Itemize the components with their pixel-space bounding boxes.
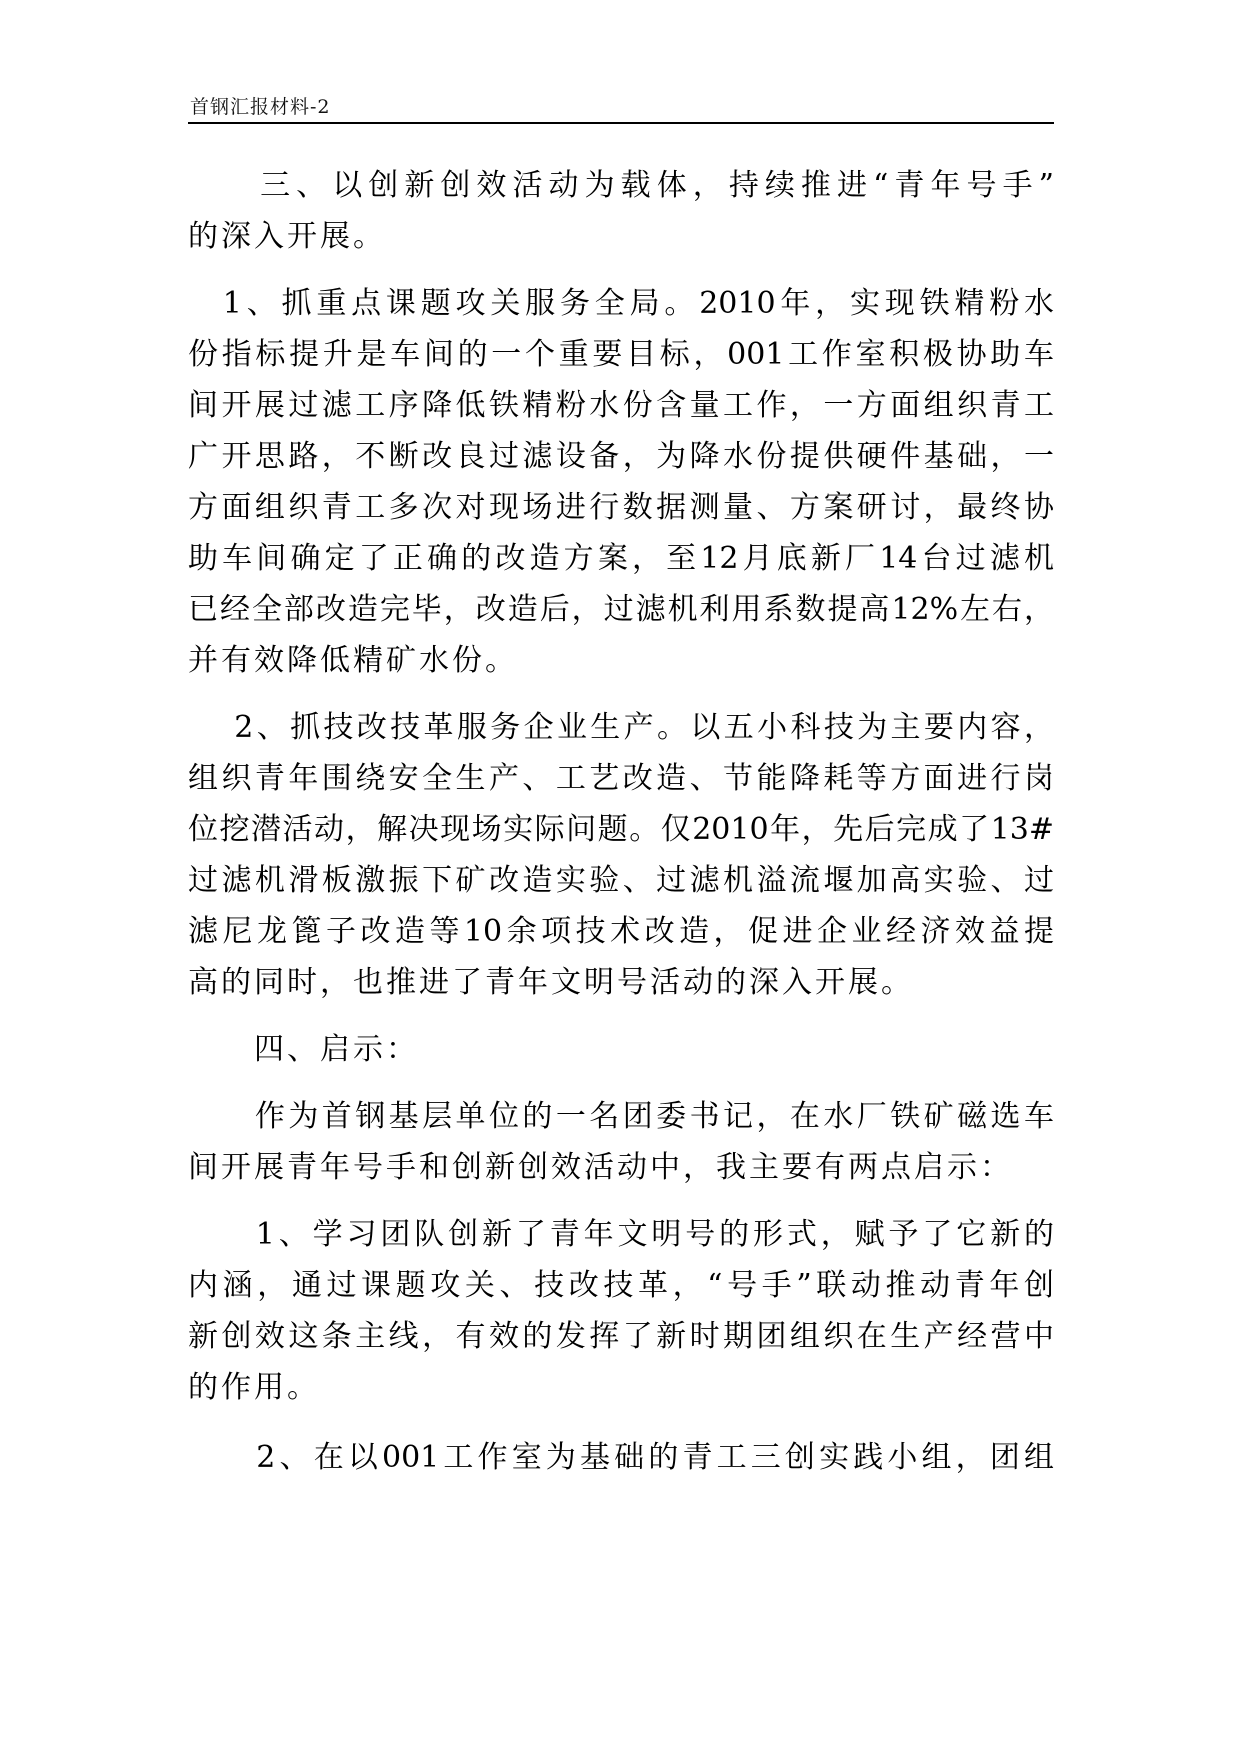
text-line: 已经全部改造完毕，改造后，过滤机利用系数提高12%左右， [188,592,1054,627]
text-line: 新创效这条主线，有效的发挥了新时期团组织在生产经营中 [188,1319,1054,1354]
text-line: 广开思路，不断改良过滤设备，为降水份提供硬件基础，一 [188,439,1054,474]
paragraph-insight-1 [188,1209,1054,1413]
text-line: 内涵，通过课题攻关、技改技革，“号手”联动推动青年创 [188,1268,1054,1303]
header-title: 首钢汇报材料-2 [190,96,331,118]
text-line: 1、学习团队创新了青年文明号的形式，赋予了它新的 [188,1217,1054,1252]
paragraph-item-2 [188,702,1054,1008]
text-line: 1、抓重点课题攻关服务全局。2010年，实现铁精粉水 [188,286,1054,321]
page-header [188,86,1054,124]
text-line: 三、以创新创效活动为载体，持续推进“青年号手” [188,168,1054,203]
paragraph-item-1 [188,278,1054,686]
text-line: 2、抓技改技革服务企业生产。以五小科技为主要内容， [188,710,1054,745]
text-line: 助车间确定了正确的改造方案，至12月底新厂14台过滤机 [188,541,1054,576]
text-line: 高的同时，也推进了青年文明号活动的深入开展。 [188,965,914,1000]
paragraph-insight-2 [188,1432,1054,1483]
paragraph-section-four-heading [188,1024,1054,1075]
paragraph-section-three-heading [188,160,1054,262]
text-line: 间开展过滤工序降低铁精粉水份含量工作，一方面组织青工 [188,388,1054,423]
text-line: 的深入开展。 [188,219,386,254]
document-body [188,160,1054,1483]
text-line: 间开展青年号手和创新创效活动中，我主要有两点启示： [188,1150,1013,1185]
text-line: 组织青年围绕安全生产、工艺改造、节能降耗等方面进行岗 [188,761,1054,796]
text-line: 位挖潜活动，解决现场实际问题。仅2010年，先后完成了13# [188,812,1054,847]
text-line: 并有效降低精矿水份。 [188,643,518,678]
text-line: 的作用。 [188,1370,320,1405]
text-line: 四、启示： [188,1032,419,1067]
text-line: 方面组织青工多次对现场进行数据测量、方案研讨，最终协 [188,490,1054,525]
text-line: 作为首钢基层单位的一名团委书记，在水厂铁矿磁选车 [188,1099,1054,1134]
text-line: 份指标提升是车间的一个重要目标，001工作室积极协助车 [188,337,1054,372]
paragraph-intro [188,1091,1054,1193]
text-line: 过滤机滑板激振下矿改造实验、过滤机溢流堰加高实验、过 [188,863,1054,898]
text-line: 2、在以001工作室为基础的青工三创实践小组，团组 [188,1440,1054,1475]
text-line: 滤尼龙篦子改造等10余项技术改造，促进企业经济效益提 [188,914,1054,949]
